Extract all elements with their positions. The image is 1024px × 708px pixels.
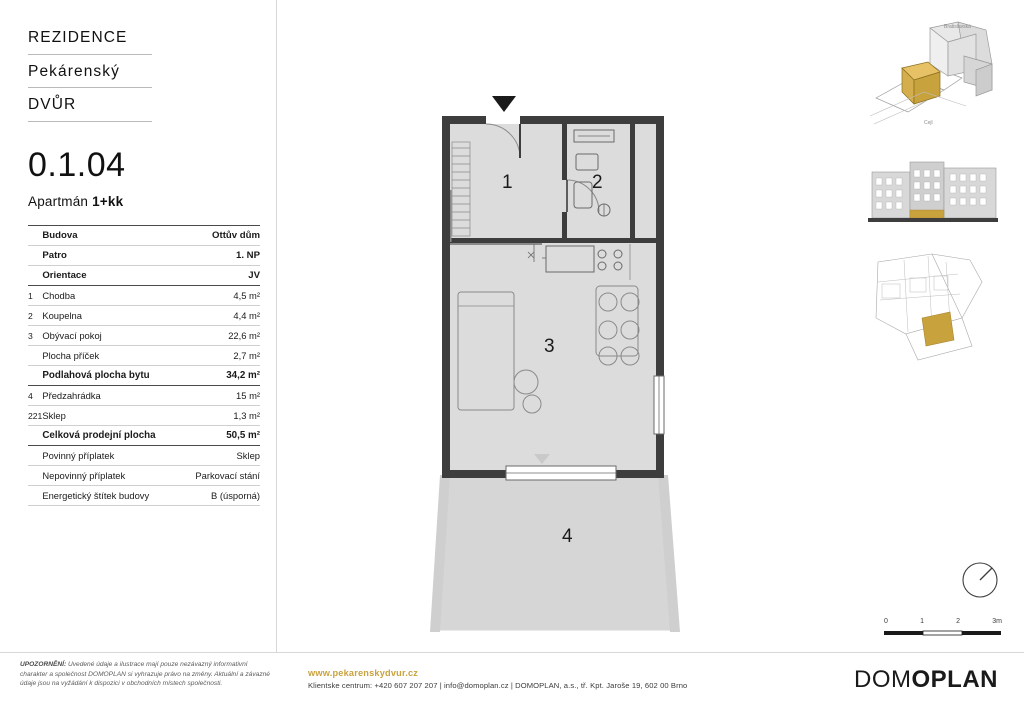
room-area: 4,4 m²	[181, 305, 260, 325]
plan-geometry	[430, 96, 680, 632]
keyplan-highlighted-unit	[922, 312, 954, 346]
terrace-area	[438, 478, 672, 630]
table-row	[28, 365, 260, 385]
unit-type	[28, 194, 260, 209]
table-row	[28, 405, 260, 425]
partition-shaft	[630, 124, 635, 242]
scale-tick-2: 2	[956, 618, 961, 625]
scale-segment-2	[923, 631, 962, 635]
kitchen-counter-edge	[450, 243, 542, 245]
total-area-label: Celková prodejní plocha	[42, 425, 181, 445]
brand-line-3: DVŮR	[28, 96, 77, 113]
disclaimer-text: Uvedené údaje a ilustrace mají pouze nezávazný informativní charakter a společnost DOMOPLAN si vyhrazuje právo na změny. Aktuální a závazné údaje jsou na vyžádání k dispozici v obchodních místech společnosti.	[20, 661, 270, 688]
extra-index: 4	[28, 385, 42, 405]
table-row	[28, 226, 260, 246]
scale-tick-3: 3m	[992, 618, 1002, 625]
brand-line-1: REZIDENCE	[28, 29, 128, 46]
room-name: Obývací pokoj	[42, 325, 181, 345]
extra-area: 1,3 m²	[181, 405, 260, 425]
thumb-axonometry	[866, 20, 1006, 140]
contact-line: Klientske centrum: +420 607 207 207 | info@domoplan.cz | DOMOPLAN, a.s., tř. Kpt. Jaroše 19, 602 00 Brno	[308, 681, 688, 690]
entrance-arrow-icon	[492, 96, 516, 112]
room-index	[28, 345, 42, 365]
room-number-2: 2	[592, 172, 603, 193]
footer-contact-block	[308, 668, 828, 690]
room-area: 22,6 m²	[181, 325, 260, 345]
scale-bar	[884, 618, 1002, 645]
domoplan-logo	[854, 666, 998, 694]
disclaimer-prefix: UPOZORNĚNÍ:	[20, 661, 67, 668]
footer-divider	[0, 652, 1024, 653]
project-brand	[28, 30, 260, 122]
room-area: 4,5 m²	[181, 285, 260, 305]
table-row	[28, 345, 260, 365]
elevation-ground	[868, 218, 998, 222]
entry-door-opening	[486, 116, 520, 124]
spec-label: Orientace	[42, 265, 181, 285]
specs-table	[28, 226, 260, 506]
spec-label: Patro	[42, 245, 181, 265]
scale-segment-3	[962, 631, 1001, 635]
table-row	[28, 425, 260, 445]
table-row	[28, 265, 260, 285]
total-area-value: 50,5 m²	[181, 425, 260, 445]
spec-label: Budova	[42, 226, 181, 246]
compass	[958, 558, 1002, 607]
table-row	[28, 285, 260, 305]
table-row	[28, 465, 260, 485]
room-area: 2,7 m²	[181, 345, 260, 365]
room-index: 1	[28, 285, 42, 305]
disclaimer	[20, 660, 270, 689]
unit-code: 0.1.04	[28, 145, 126, 184]
fee-value: Parkovací stání	[181, 465, 260, 485]
scale-tick-0: 0	[884, 618, 888, 625]
spec-value: 1. NP	[181, 245, 260, 265]
thumb-label-bratislavska: Bratislavská	[944, 24, 971, 30]
room-index: 3	[28, 325, 42, 345]
info-panel	[28, 18, 260, 658]
wall-left	[442, 116, 450, 478]
fee-value: B (úsporná)	[181, 485, 260, 505]
table-row	[28, 325, 260, 345]
unit-type-label: Apartmán	[28, 193, 89, 209]
table-row	[28, 385, 260, 405]
extra-name: Předzahrádka	[42, 385, 181, 405]
partition-closet	[450, 190, 452, 242]
floor-plan	[300, 30, 860, 640]
extra-name: Sklep	[42, 405, 181, 425]
scale-segment-1	[884, 631, 923, 635]
table-row	[28, 445, 260, 465]
fee-label: Povinný příplatek	[42, 445, 181, 465]
room-number-1: 1	[502, 172, 513, 193]
website-link[interactable]: www.pekarenskydvur.cz	[308, 668, 419, 678]
logo-part-1: DOM	[854, 666, 912, 693]
scale-ticks	[884, 618, 1002, 625]
table-row	[28, 485, 260, 505]
compass-needle	[980, 568, 992, 580]
brand-line-2: Pekárenský	[28, 62, 120, 80]
context-thumbnails	[866, 20, 1006, 392]
scale-tick-1: 1	[920, 618, 924, 625]
fee-label: Energetický štítek budovy	[42, 485, 181, 505]
room-number-4: 4	[562, 526, 573, 547]
fee-value: Sklep	[181, 445, 260, 465]
room-number-3: 3	[544, 336, 555, 357]
thumb-elevation	[866, 154, 1006, 234]
brand-divider-2	[28, 87, 152, 88]
table-row	[28, 245, 260, 265]
fee-label: Nepovinný příplatek	[42, 465, 181, 485]
logo-part-2: OPLAN	[911, 666, 998, 693]
room-name: Plocha příček	[42, 345, 181, 365]
room-index: 2	[28, 305, 42, 325]
brand-divider-1	[28, 54, 152, 55]
floor-area-value: 34,2 m²	[181, 365, 260, 385]
extra-index: 221	[28, 405, 42, 425]
floor-area-label: Podlahová plocha bytu	[42, 365, 181, 385]
thumb-label-cejl: Cejl	[924, 120, 933, 126]
room-name: Chodba	[42, 285, 181, 305]
extra-area: 15 m²	[181, 385, 260, 405]
elevation-highlight-floor	[910, 210, 944, 218]
unit-type-value: 1+kk	[92, 193, 124, 209]
room-name: Koupelna	[42, 305, 181, 325]
table-row	[28, 305, 260, 325]
panel-divider	[276, 0, 277, 652]
thumb-keyplan	[866, 248, 1006, 378]
wall-top	[442, 116, 664, 124]
brand-divider-3	[28, 121, 152, 122]
spec-value: JV	[181, 265, 260, 285]
spec-value: Ottův dům	[181, 226, 260, 246]
